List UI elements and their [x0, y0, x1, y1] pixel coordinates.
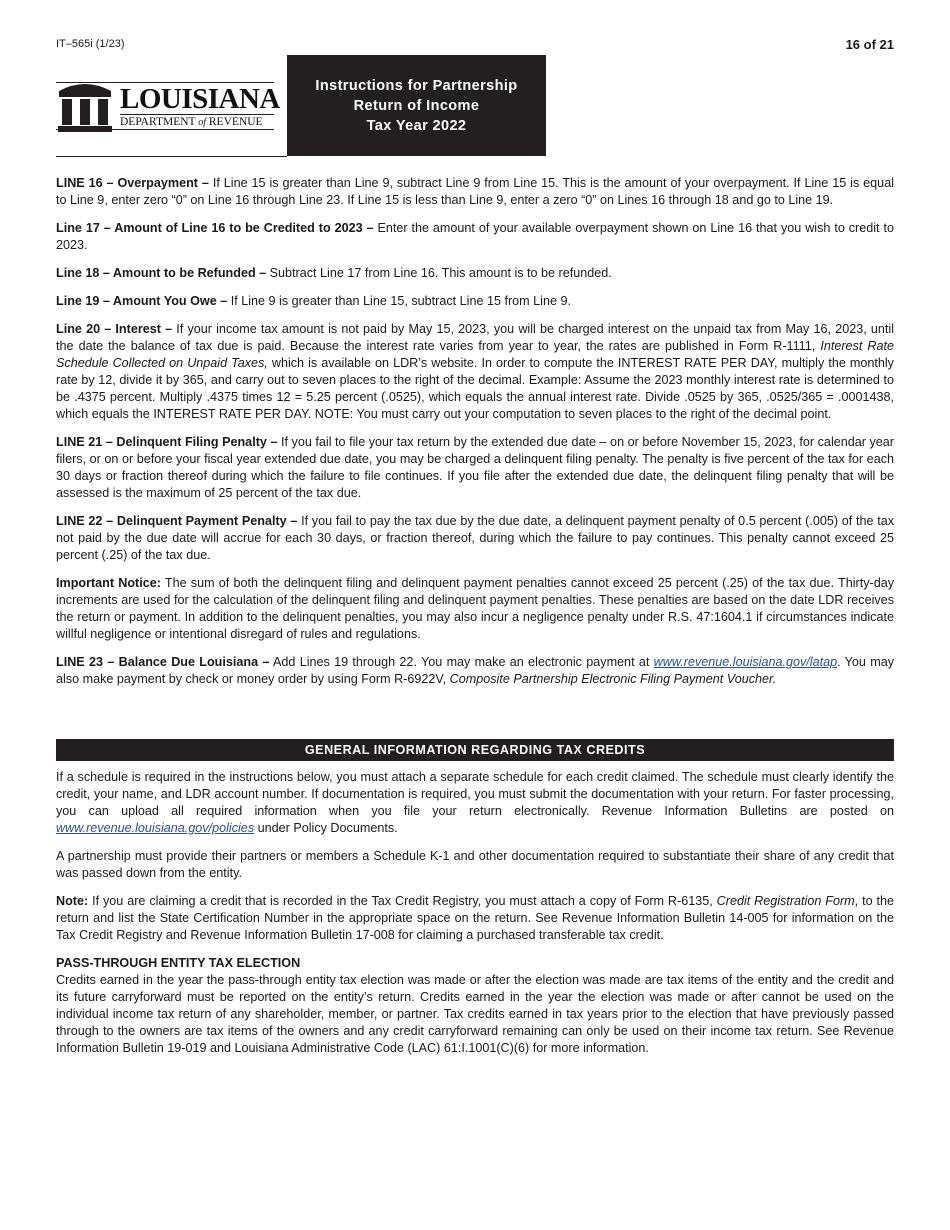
note-text-a: If you are claiming a credit that is recorded in the Tax Credit Registry, you must attach a copy of Form R-6135,	[88, 894, 717, 908]
section-heading-tax-credits: GENERAL INFORMATION REGARDING TAX CREDITS	[56, 739, 894, 761]
line-20-text-b: which is available on LDR’s website. In order to compute the INTEREST RATE PER DAY, multiply the monthly rate by 12, divide it by 365, and carry out to seven places to the right of the decimal. Example: Assume the 2023 monthly interest rate is determined to be .4375 percent. Multiply .4375 times 12 = 5.25 percent (.0525), which equals the annual interest rate. Divide .0525 by 365, .0525/365 = .0001438, which equals the INTEREST RATE PER DAY. NOTE: You must carry out your computation to seven places to the right of the decimal point.	[56, 356, 894, 421]
latap-link[interactable]: www.revenue.louisiana.gov/latap	[653, 655, 838, 669]
form-number: IT–565i (1/23)	[56, 38, 125, 50]
note-paragraph	[56, 893, 894, 944]
line-16-paragraph	[56, 175, 894, 209]
credits-schedule-text-b: under Policy Documents.	[254, 821, 398, 835]
agency-logo	[56, 55, 287, 157]
line-18-label: Line 18 – Amount to be Refunded –	[56, 266, 267, 280]
policies-link[interactable]: www.revenue.louisiana.gov/policies	[56, 821, 255, 835]
line-21-text: If you fail to file your tax return by the extended due date – on or before November 15, 2023, for calendar year filers, or on or before your fiscal year extended due date, you may be charged a delinquent filing penalty. The penalty is five percent of the tax for each 30 days or fraction thereof during which the failure to file continues. If you file after the extended due date, the delinquent filing penalty that will be assessed is the maximum of 25 percent of the tax due.	[56, 435, 894, 500]
logo-department	[120, 116, 263, 129]
title-line-2: Return of Income	[353, 98, 480, 114]
title-line-3: Tax Year 2022	[366, 118, 467, 134]
line-19-label: Line 19 – Amount You Owe –	[56, 294, 228, 308]
k1-paragraph: A partnership must provide their partners or members a Schedule K-1 and other documentation required to substantiate their share of any credit that was passed down from the entity.	[56, 849, 894, 880]
pte-heading: PASS-THROUGH ENTITY TAX ELECTION	[56, 956, 301, 970]
line-19-paragraph	[56, 293, 894, 310]
line-20-label: Line 20 – Interest –	[56, 322, 173, 336]
line-22-text: If you fail to pay the tax due by the due date, a delinquent payment penalty of 0.5 percent (.005) of the tax not paid by the due date will accrue for each 30 days, or fraction thereof, during which the failure to pay continues. This penalty cannot exceed 25 percent (.25) of the tax due.	[56, 514, 894, 562]
logo-department-a: DEPARTMENT	[120, 116, 196, 128]
document-title-box	[287, 55, 546, 156]
line-23-voucher-title: Composite Partnership Electronic Filing Payment Voucher.	[449, 672, 777, 686]
line-16-text: If Line 15 is greater than Line 9, subtract Line 9 from Line 15. This is the amount of your overpayment. If Line 15 is equal to Line 9, enter zero “0” on Line 16 through Line 23. If Line 15 is less than Line 9, enter a zero “0” on Lines 16 through 18 and go to Line 19.	[56, 176, 894, 207]
line-17-label: Line 17 – Amount of Line 16 to be Credited to 2023 –	[56, 221, 374, 235]
credits-schedule-text-a: If a schedule is required in the instructions below, you must attach a separate schedule for each credit claimed. The schedule must clearly identify the credit, your name, and LDR account number. If documentation is required, you must submit the documentation with your return. For faster processing, you can upload all required information when you file your return electronically. Revenue Information Bulletins are posted on	[56, 770, 894, 818]
logo-department-b: REVENUE	[208, 116, 263, 128]
document-header	[56, 55, 546, 156]
important-notice-label: Important Notice:	[56, 576, 161, 590]
instructions-body	[56, 175, 894, 1068]
line-20-form-title: Interest Rate Schedule Collected on Unpaid Taxes,	[56, 339, 894, 370]
line-23-label: LINE 23 – Balance Due Louisiana –	[56, 655, 270, 669]
line-22-paragraph	[56, 513, 894, 564]
title-line-1: Instructions for Partnership	[315, 78, 518, 94]
pte-paragraph: Credits earned in the year the pass-through entity tax election was made or after the election was made are tax items of the entity and the credit and its future carryforward must be reported on the entity’s return. Credits earned in the year the election was made or after cannot be used on the individual income tax return of any shareholder, member, or partner. Tax credits earned in tax years prior to the election that have previously passed through to the owners are tax items of the owners and any credit carryforward remaining can only be used on their income tax return. See Revenue Information Bulletin 19-019 and Louisiana Administrative Code (LAC) 61:I.1001(C)(6) for more information.	[56, 973, 894, 1055]
important-notice-text: The sum of both the delinquent filing and delinquent payment penalties cannot exceed 25 percent (.25) of the tax due. Thirty-day increments are used for the calculation of the delinquent filing and delinquent payment penalties. These penalties are based on the date LDR receives the return or payment. In addition to the delinquent penalties, you may also incur a negligence penalty under R.S. 47:1604.1 if circumstances indicate willful negligence or intentional disregard of rules and regulations.	[56, 576, 895, 641]
line-22-label: LINE 22 – Delinquent Payment Penalty –	[56, 514, 298, 528]
logo-department-of: of	[198, 117, 207, 128]
important-notice-paragraph	[56, 575, 894, 643]
line-21-paragraph	[56, 434, 894, 502]
page-number: 16 of 21	[845, 37, 894, 52]
credits-schedule-paragraph	[56, 769, 894, 837]
line-20-paragraph	[56, 321, 894, 423]
capitol-columns-icon	[56, 79, 114, 135]
line-17-paragraph	[56, 220, 894, 254]
line-23-text-b: . You may also make payment by check or money order by using Form R-6922V,	[56, 655, 895, 686]
line-23-paragraph	[56, 654, 894, 688]
line-17-text: Enter the amount of your available overpayment shown on Line 16 that you wish to credit to 2023.	[56, 221, 894, 252]
line-18-paragraph	[56, 265, 894, 282]
line-20-text-a: If your income tax amount is not paid by May 15, 2023, you will be charged interest on the unpaid tax from May 16, 2023, until the date the balance of tax due is paid. Because the interest rate varies from year to year, the rates are published in Form R-1111,	[56, 322, 894, 353]
line-18-text: Subtract Line 17 from Line 16. This amount is to be refunded.	[266, 266, 612, 280]
line-16-label: LINE 16 – Overpayment –	[56, 176, 209, 190]
note-form-title: Credit Registration Form	[716, 894, 855, 908]
line-23-text-a: Add Lines 19 through 22. You may make an electronic payment at	[269, 655, 654, 669]
line-21-label: LINE 21 – Delinquent Filing Penalty –	[56, 435, 278, 449]
note-text-b: , to the return and list the State Certification Number in the appropriate space on the return. See Revenue Information Bulletin 14-005 for information on the Tax Credit Registry and Revenue Information Bulletin 17-008 for claiming a purchased transferable tax credit.	[56, 894, 894, 942]
note-label: Note:	[56, 894, 89, 908]
logo-wordmark: LOUISIANA	[120, 83, 280, 115]
line-19-text: If Line 9 is greater than Line 15, subtract Line 15 from Line 9.	[227, 294, 571, 308]
